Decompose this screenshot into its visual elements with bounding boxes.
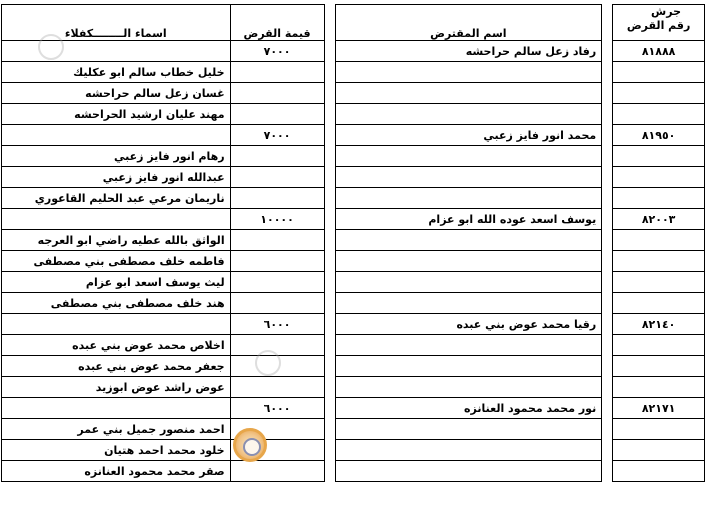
loan-number-cell	[613, 293, 705, 314]
table-row	[2, 356, 705, 377]
borrower-cell	[335, 104, 602, 125]
amount-cell	[230, 272, 324, 293]
borrower-cell	[335, 419, 602, 440]
borrower-cell	[335, 356, 602, 377]
watermark-seal-icon	[38, 34, 64, 60]
table-row	[2, 251, 705, 272]
borrower-cell: رفاد زعل سالم حراحشه	[335, 41, 602, 62]
borrower-cell	[335, 83, 602, 104]
amount-cell	[230, 83, 324, 104]
borrower-cell	[335, 377, 602, 398]
amount-cell: ٧٠٠٠	[230, 41, 324, 62]
borrower-cell	[335, 335, 602, 356]
amount-cell	[230, 251, 324, 272]
borrower-cell	[335, 461, 602, 482]
amount-cell	[230, 104, 324, 125]
borrower-cell	[335, 293, 602, 314]
header-row	[2, 5, 705, 41]
loan-number-cell	[613, 272, 705, 293]
table-row	[2, 125, 705, 146]
guarantor-cell: ناريمان مرعي عبد الحليم القاعوري	[2, 188, 231, 209]
amount-cell: ١٠٠٠٠	[230, 209, 324, 230]
loan-number-cell	[613, 62, 705, 83]
borrower-cell: نور محمد محمود العنانزه	[335, 398, 602, 419]
borrower-header: اسم المقترض	[335, 5, 602, 41]
loan-number-cell	[613, 335, 705, 356]
amount-cell: ٦٠٠٠	[230, 398, 324, 419]
loan-number-cell	[613, 167, 705, 188]
table-row	[2, 188, 705, 209]
amount-header: قيمة القرض	[230, 5, 324, 41]
borrower-cell	[335, 146, 602, 167]
guarantor-cell: خليل خطاب سالم ابو عكليك	[2, 62, 231, 83]
guarantor-cell	[2, 41, 231, 62]
guarantor-cell: صقر محمد محمود العنانزه	[2, 461, 231, 482]
guarantor-cell: ليث يوسف اسعد ابو عزام	[2, 272, 231, 293]
guarantor-cell: رهام انور فايز زعبي	[2, 146, 231, 167]
borrower-cell	[335, 62, 602, 83]
amount-cell	[230, 167, 324, 188]
guarantor-cell: هند خلف مصطفى بني مصطفى	[2, 293, 231, 314]
table-row	[2, 104, 705, 125]
borrower-cell	[335, 272, 602, 293]
loan-number-header: رقم القرض	[626, 19, 691, 32]
guarantors-header: اسماء الــــــــكفلاء	[2, 5, 231, 41]
amount-cell	[230, 188, 324, 209]
loan-table	[1, 4, 705, 482]
loan-number-cell	[613, 377, 705, 398]
table-row	[2, 440, 705, 461]
guarantor-cell: مهند عليان ارشيد الحراحشه	[2, 104, 231, 125]
loan-number-cell	[613, 356, 705, 377]
amount-cell	[230, 377, 324, 398]
table-row	[2, 293, 705, 314]
loan-number-header-cell	[613, 5, 705, 41]
guarantor-cell: الواثق بالله عطيه راضي ابو العرجه	[2, 230, 231, 251]
table-row	[2, 62, 705, 83]
table-row	[2, 335, 705, 356]
borrower-cell: رقيا محمد عوض بني عبده	[335, 314, 602, 335]
guarantor-cell: عبدالله انور فايز زعبي	[2, 167, 231, 188]
guarantor-cell: اخلاص محمد عوض بني عبده	[2, 335, 231, 356]
table-row	[2, 167, 705, 188]
loan-number-cell	[613, 104, 705, 125]
loan-number-cell	[613, 419, 705, 440]
guarantor-cell	[2, 314, 231, 335]
watermark-seal-icon	[255, 350, 281, 376]
table-row	[2, 419, 705, 440]
table-row	[2, 41, 705, 62]
table-row	[2, 83, 705, 104]
guarantor-cell: عوض راشد عوض ابوزيد	[2, 377, 231, 398]
loan-number-cell	[613, 251, 705, 272]
table-row	[2, 314, 705, 335]
guarantor-cell: خلود محمد احمد هتيان	[2, 440, 231, 461]
guarantor-cell: جعفر محمد عوض بني عبده	[2, 356, 231, 377]
borrower-cell	[335, 167, 602, 188]
city-label: جرش	[651, 5, 681, 18]
borrower-cell	[335, 251, 602, 272]
borrower-cell	[335, 230, 602, 251]
guarantor-cell: احمد منصور جميل بني عمر	[2, 419, 231, 440]
amount-cell	[230, 62, 324, 83]
guarantor-cell	[2, 398, 231, 419]
guarantor-cell	[2, 209, 231, 230]
borrower-cell	[335, 440, 602, 461]
table-row	[2, 146, 705, 167]
amount-cell: ٦٠٠٠	[230, 314, 324, 335]
table-row	[2, 272, 705, 293]
table-row	[2, 209, 705, 230]
amount-cell	[230, 230, 324, 251]
borrower-cell: محمد انور فايز زعبي	[335, 125, 602, 146]
borrower-cell: يوسف اسعد عوده الله ابو عزام	[335, 209, 602, 230]
guarantor-cell	[2, 125, 231, 146]
stamp-seal-icon	[233, 428, 267, 462]
loan-number-cell: ٨٢١٧١	[613, 398, 705, 419]
borrower-cell	[335, 188, 602, 209]
guarantor-cell: فاطمه خلف مصطفى بني مصطفى	[2, 251, 231, 272]
loan-number-cell	[613, 440, 705, 461]
amount-cell	[230, 335, 324, 356]
guarantor-cell: غسان زعل سالم حراحشه	[2, 83, 231, 104]
amount-cell	[230, 293, 324, 314]
loan-number-cell	[613, 230, 705, 251]
loan-number-cell: ٨١٨٨٨	[613, 41, 705, 62]
loan-number-cell	[613, 146, 705, 167]
loan-number-cell	[613, 188, 705, 209]
loan-number-cell: ٨١٩٥٠	[613, 125, 705, 146]
amount-cell	[230, 461, 324, 482]
loan-number-cell: ٨٢٠٠٣	[613, 209, 705, 230]
table-row	[2, 230, 705, 251]
table-row	[2, 461, 705, 482]
table-row	[2, 377, 705, 398]
table-row	[2, 398, 705, 419]
loan-number-cell	[613, 461, 705, 482]
amount-cell: ٧٠٠٠	[230, 125, 324, 146]
loan-number-cell: ٨٢١٤٠	[613, 314, 705, 335]
amount-cell	[230, 146, 324, 167]
loan-number-cell	[613, 83, 705, 104]
